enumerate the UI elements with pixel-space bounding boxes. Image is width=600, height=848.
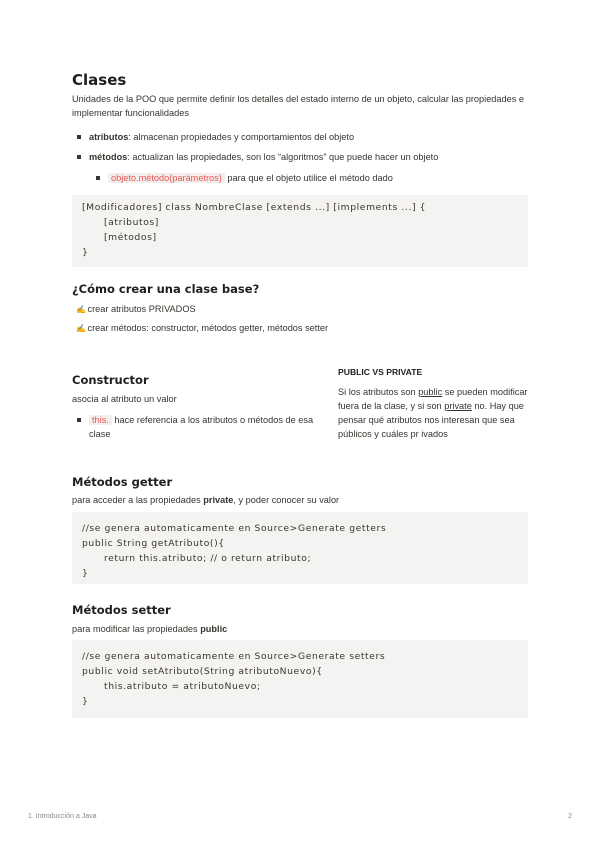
code-line: }	[82, 568, 89, 579]
code-line: [métodos]	[104, 232, 157, 243]
setter-code-block	[72, 640, 528, 718]
inline-code: objeto.método(parámetros)	[108, 173, 225, 183]
callout-text	[338, 385, 528, 441]
bullet-text: : actualizan las propiedades, son los “algoritmos” que puede hacer un objeto	[127, 152, 439, 162]
getter-code-block	[72, 512, 528, 584]
list-item	[72, 150, 528, 164]
constructor-heading: Constructor	[72, 373, 149, 387]
base-class-heading: ¿Cómo crear una clase base?	[72, 282, 260, 296]
code-line: }	[82, 247, 89, 258]
footer-section-label: 1. Introducción a Java	[28, 813, 97, 820]
text-span: para acceder a las propiedades	[72, 495, 204, 505]
bullet-term: métodos	[89, 152, 128, 162]
bullet-term: atributos	[89, 132, 129, 142]
text-span: no. Hay que pensar qué atributos nos interesan que sea públicos y cuáles pr ivados	[338, 401, 524, 439]
constructor-text: asocia al atributo un valor	[72, 394, 177, 404]
sub-bullet-list	[72, 171, 528, 185]
bullet-icon	[77, 135, 81, 139]
list-item	[76, 321, 328, 336]
callout-heading: PUBLIC VS PRIVATE	[338, 367, 423, 377]
keyword-private: private	[444, 401, 472, 411]
getter-text	[72, 493, 339, 507]
item-text: crear métodos: constructor, métodos getter, métodos setter	[84, 323, 329, 333]
code-line: public String getAtributo(){	[82, 538, 225, 549]
list-item	[76, 302, 196, 317]
text-span: Si los atributos son	[338, 387, 419, 397]
list-item	[72, 413, 317, 441]
list-item	[72, 130, 528, 144]
footer-page-number: 2	[568, 813, 572, 820]
code-line: [Modificadores] class NombreClase [extends ...] [implements ...] {	[82, 202, 427, 213]
bullet-text: para que el objeto utilice el método dado	[224, 173, 393, 183]
code-line: //se genera automaticamente en Source>Generate getters	[82, 523, 387, 534]
class-code-block	[72, 195, 528, 267]
list-item	[72, 171, 528, 185]
setter-text	[72, 622, 227, 636]
bullet-icon	[77, 155, 81, 159]
writing-hand-icon: ✍️	[76, 324, 85, 333]
bullet-text: hace referencia a los atributos o métodos de esa clase	[89, 415, 314, 439]
text-span: para modificar las propiedades	[72, 624, 201, 634]
bullet-text: : almacenan propiedades y comportamientos del objeto	[128, 132, 355, 142]
intro-paragraph: Unidades de la POO que permite definir los detalles del estado interno de un objeto, calcular las propiedades e implementar funcionalidades	[72, 94, 524, 118]
getter-heading: Métodos getter	[72, 475, 173, 489]
code-line: this.atributo = atributoNuevo;	[104, 681, 261, 692]
text-span: se pueden modificar fuera de la clase, y si son	[338, 387, 528, 411]
code-line: }	[82, 696, 89, 707]
keyword-public: public	[418, 387, 443, 397]
inline-code: this.	[89, 415, 112, 425]
bullet-icon	[77, 418, 81, 422]
setter-heading: Métodos setter	[72, 603, 171, 617]
keyword-public: public	[200, 624, 228, 634]
code-line: [atributos]	[104, 217, 159, 228]
square-bullet-icon	[96, 176, 100, 180]
page-title: Clases	[72, 71, 127, 89]
text-span: , y poder conocer su valor	[233, 495, 340, 505]
code-line: public void setAtributo(String atributoNuevo){	[82, 666, 323, 677]
code-line: //se genera automaticamente en Source>Generate setters	[82, 651, 386, 662]
item-text: crear atributos PRIVADOS	[84, 304, 196, 314]
code-line: return this.atributo; // o return atributo;	[104, 553, 312, 564]
public-private-callout	[338, 366, 528, 441]
constructor-bullet-list	[72, 413, 317, 441]
main-bullet-list	[72, 130, 528, 164]
keyword-private: private	[203, 495, 234, 505]
writing-hand-icon: ✍️	[76, 305, 85, 314]
